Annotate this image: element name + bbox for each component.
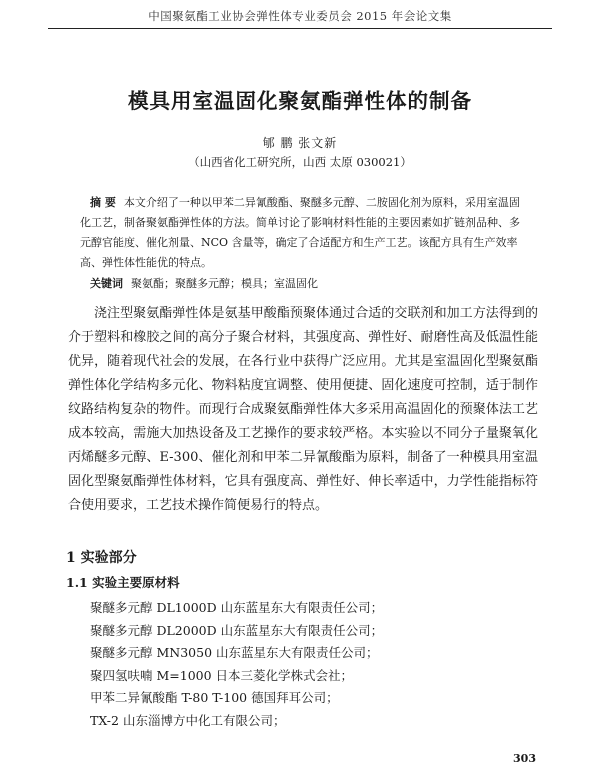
abstract [80,193,526,273]
material-item: 聚醚多元醇 DL2000D 山东蓝星东大有限责任公司； [90,622,384,638]
subsection-heading: 1.1 实验主要原材料 [66,575,180,590]
keywords-text: 聚氨酯；聚醚多元醇；模具；室温固化 [131,277,318,290]
header-divider [48,28,552,29]
materials-list [90,597,530,732]
running-head: 中国聚氨酯工业协会弹性体专业委员会 2015 年会论文集 [148,9,452,23]
abstract-text: 本文介绍了一种以甲苯二异氰酸酯、聚醚多元醇、二胺固化剂为原料，采用室温固化工艺，制备聚氨酯弹性体的方法。简单讨论了影响材料性能的主要因素如扩链剂品种、多元醇官能度、催化剂量、NCO 含量等，确定了合适配方和生产工艺。该配方具有生产效率高、弹性体性能优的特点。 [80,196,520,269]
material-item: 聚醚多元醇 DL1000D 山东蓝星东大有限责任公司； [90,600,384,615]
abstract-label: 摘 要 [90,196,116,209]
paper-title: 模具用室温固化聚氨酯弹性体的制备 [128,89,472,113]
material-item: TX-2 山东淄博方中化工有限公司； [90,712,286,728]
authors: 郇 鹏 张文新 [262,136,338,150]
section-heading: 1 实验部分 [66,550,137,566]
material-item: 聚四氢呋喃 M=1000 日本三菱化学株式会社； [90,667,354,683]
affiliation: （山西省化工研究所，山西 太原 030021） [188,155,412,169]
keywords-label: 关键词 [90,277,123,290]
page-number: 303 [513,752,536,765]
intro-paragraph: 浇注型聚氨酯弹性体是氨基甲酸酯预聚体通过合适的交联剂和加工方法得到的介于塑料和橡胶之间的高分子聚合材料，其强度高、弹性好、耐磨性高及低温性能优异，随着现代社会的发展，在各行业中获得广泛应用。尤其是室温固化型聚氨酯弹性体化学结构多元化、物料粘度宜调整、使用便捷、固化速度可控制，适于制作纹路结构复杂的物件。而现行合成聚氨酯弹性体大多采用高温固化的预聚体法工艺成本较高，需施大加热设备及工艺操作的要求较严格。本实验以不同分子量聚氧化丙烯醚多元醇、E-300、催化剂和甲苯二异氰酸酯为原料，制备了一种模具用室温固化型聚氨酯弹性体材料，它具有强度高、弹性好、伸长率适中，力学性能指标符合使用要求，工艺技术操作简便易行的特点。 [68,306,538,513]
material-item: 甲苯二异氰酸酯 T-80 T-100 德国拜耳公司； [90,690,339,705]
material-item: 聚醚多元醇 MN3050 山东蓝星东大有限责任公司； [90,645,379,660]
keywords [90,274,520,294]
